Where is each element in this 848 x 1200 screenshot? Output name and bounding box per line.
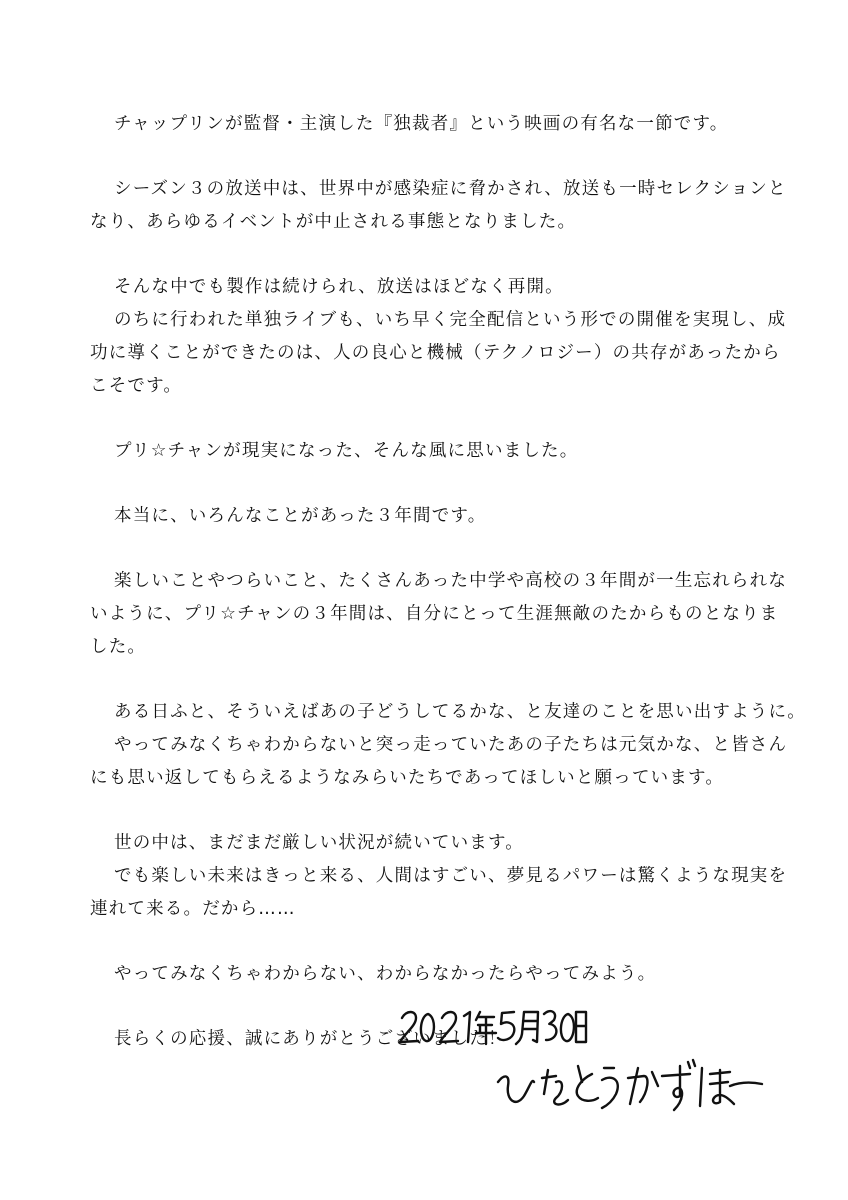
text-line: 本当に、いろんなことがあった３年間です。 xyxy=(114,506,487,526)
text-line: 功に導くことができたのは、人の良心と機械（テクノロジー）の共存があったから xyxy=(90,343,781,363)
paragraph xyxy=(90,500,770,533)
text-line: そんな中でも製作は続けられ、放送はほどなく再開。 xyxy=(114,277,564,297)
letter-body xyxy=(90,108,806,1088)
paragraph xyxy=(90,173,787,239)
text-line: にも思い返してもらえるようなみらいたちであってほしいと願っています。 xyxy=(90,768,725,788)
text-line: いように、プリ☆チャンの３年間は、自分にとって生涯無敵のたからものとなりま xyxy=(90,604,779,624)
text-line: なり、あらゆるイベントが中止される事態となりました。 xyxy=(90,212,577,232)
text-line: シーズン３の放送中は、世界中が感染症に脅かされ、放送も一時セレクションと xyxy=(114,179,787,199)
handwritten-date xyxy=(398,1004,588,1048)
paragraph xyxy=(90,108,770,141)
text-line: のちに行われた単独ライブも、いち早く完全配信という形での開催を実現し、成 xyxy=(114,310,787,330)
text-line: 長らくの応援、誠にありがとうございました！ xyxy=(114,1029,507,1049)
paragraph xyxy=(90,696,806,795)
text-line: でも楽しい未来はきっと来る、人間はすごい、夢見るパワーは驚くような現実を xyxy=(114,866,788,886)
text-line: 世の中は、まだまだ厳しい状況が続いています。 xyxy=(114,833,524,853)
text-line: ある日ふと、そういえばあの子どうしてるかな、と友達のことを思い出すように。 xyxy=(114,702,806,722)
paragraph xyxy=(90,958,770,991)
text-line: した。 xyxy=(90,637,147,657)
text-line: チャップリンが監督・主演した『独裁者』という映画の有名な一節です。 xyxy=(114,114,729,134)
text-line: 楽しいことやつらいこと、たくさんあった中学や高校の３年間が一生忘れられな xyxy=(114,571,788,591)
text-line: プリ☆チャンが現実になった、そんな風に思いました。 xyxy=(114,441,579,461)
text-line: やってみなくちゃわからないと突っ走っていたあの子たちは元気かな、と皆さん xyxy=(114,735,788,755)
text-line: 連れて来る。だから…… xyxy=(90,899,296,919)
paragraph xyxy=(90,435,770,468)
paragraph xyxy=(90,271,787,403)
paragraph xyxy=(90,565,788,664)
handwritten-signature xyxy=(494,1052,764,1124)
paragraph xyxy=(90,827,788,926)
text-line: こそです。 xyxy=(90,376,183,396)
text-line: やってみなくちゃわからない、わからなかったらやってみよう。 xyxy=(114,964,657,984)
